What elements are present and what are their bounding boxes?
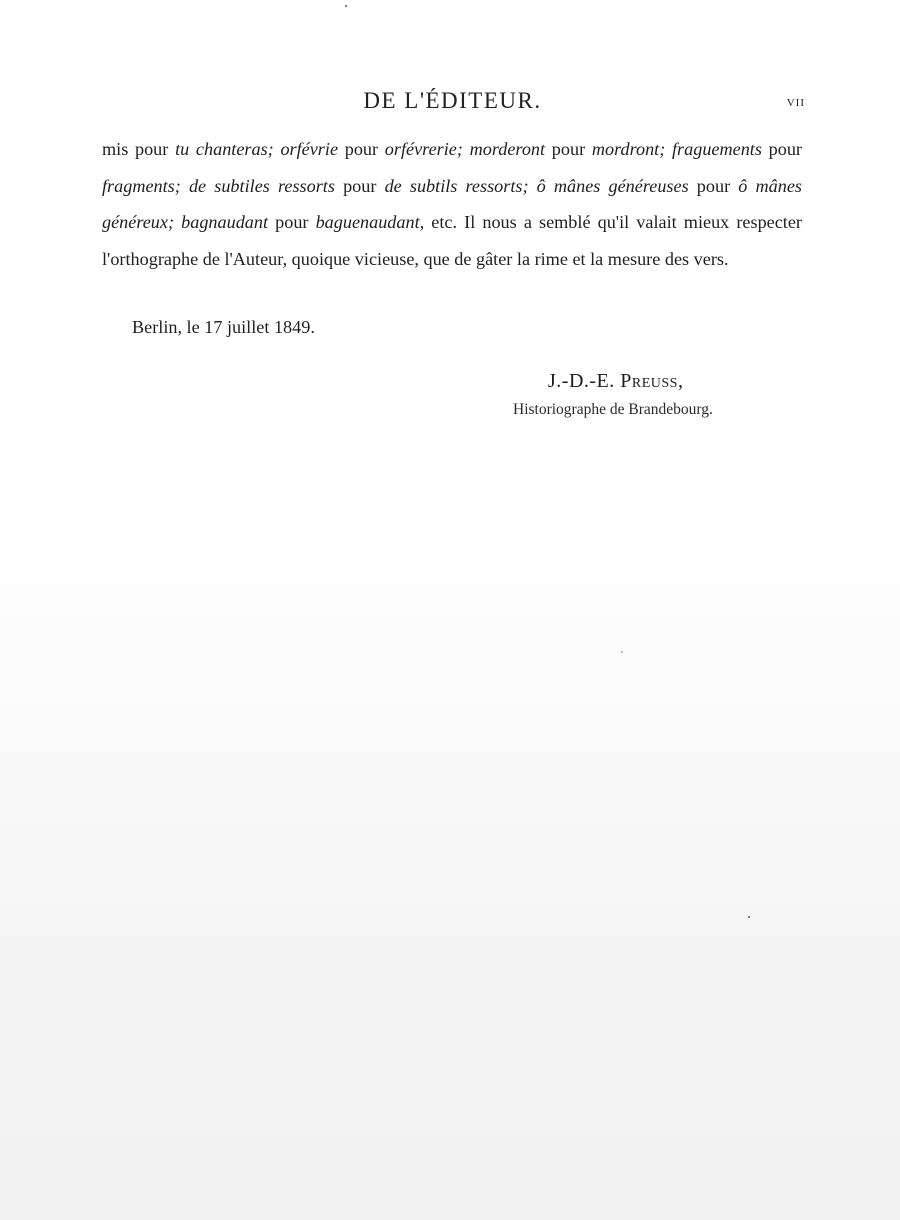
italic-run: fragments; de subtiles ressorts bbox=[102, 175, 335, 196]
text-run: pour bbox=[761, 139, 802, 159]
running-title: DE L'ÉDITEUR. bbox=[363, 88, 542, 113]
page-number: vii bbox=[786, 94, 805, 110]
text-run: pour bbox=[545, 139, 592, 159]
italic-run: baguenaudant, bbox=[315, 212, 425, 232]
dateline: Berlin, le 17 juillet 1849. bbox=[132, 317, 315, 337]
italic-run: ô mânes généreux; bagnaudant bbox=[102, 175, 803, 232]
text-run: pour bbox=[334, 175, 385, 196]
italic-run: orfévrerie; morderont bbox=[384, 139, 546, 159]
paragraph bbox=[102, 131, 802, 277]
running-head bbox=[100, 88, 805, 122]
signature bbox=[548, 368, 683, 394]
text-run: etc. Il nous a semblé qu'il valait mieux respecter l'orthographe de l'Auteur, quoique vicieuse, que de gâter la rime et la mesure des vers. bbox=[102, 212, 802, 269]
text-run: pour bbox=[268, 212, 316, 232]
signature-surname: Preuss, bbox=[620, 370, 684, 392]
paper-speck bbox=[621, 651, 623, 653]
signature-title: Historiographe de Brandebourg. bbox=[513, 401, 713, 418]
signature-initials: J.-D.-E. bbox=[548, 370, 621, 392]
italic-run: de subtils ressorts; ô mânes généreuses bbox=[384, 175, 689, 196]
paper-speck bbox=[345, 5, 347, 7]
text-run: pour bbox=[338, 139, 385, 159]
text-run: pour bbox=[688, 175, 739, 196]
text-run: mis pour bbox=[102, 139, 176, 159]
italic-run: tu chanteras; orfévrie bbox=[175, 139, 339, 159]
body-text bbox=[102, 131, 802, 277]
paper-speck bbox=[748, 916, 750, 918]
page-shading bbox=[0, 520, 900, 1220]
italic-run: mordront; fraguements bbox=[591, 139, 762, 159]
